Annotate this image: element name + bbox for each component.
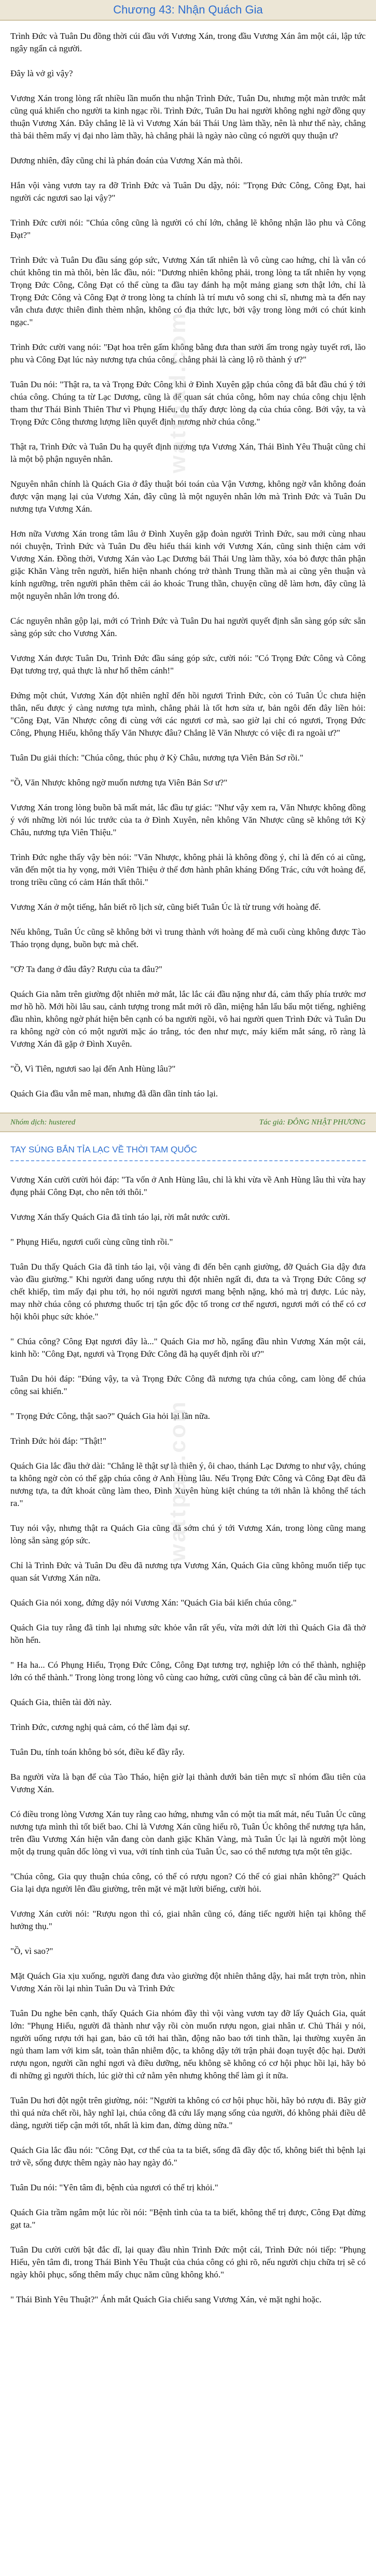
paragraph: Trình Đức, cương nghị quả cảm, có thể làm đại sự.: [10, 1722, 190, 1732]
paragraph: Quách Gia nằm trên giường đột nhiên mở mắt, lắc lắc cái đầu nặng như đá, cảm thấy phía trước mơ mơ hồ hồ. Mới hồi lâu sau, cảnh tượng trong mắt mới rõ dần, miệng hắn lẩu bẩu một tiếng, nghiêng đầu nhìn, không ngờ phát hiện bên cạnh có ba người ngồi, vô hai người quen Trình Đức và Tuân Du ra không ngờ còn có một người mặc áo trắng, tóc đen như mực, máy kiếm mắt sáng, rõ ràng là Vương Xán đã gặp ở Đình Xuyên.: [10, 989, 366, 1049]
paragraph: "Ơ? Ta đang ở đâu đây? Rượu của ta đâu?": [10, 964, 163, 974]
chapter-title: Chương 43: Nhận Quách Gia: [113, 3, 263, 16]
watermark-text: wattpad.com: [165, 1400, 190, 1562]
paragraph: " Trọng Đức Công, thật sao?" Quách Gia hỏi lại lần nữa.: [10, 1411, 210, 1421]
paragraph: Trình Đức và Tuân Du đầu sáng góp sức, Vương Xán tất nhiên là vô cùng cao hứng, chỉ là vẫn có chút không tin mà thôi, bèn lắc đầu, nói: "Dương nhiên không phải, trong lòng ta tất nhiên hy vọng Trọng Đức Công, Công Đạt có thể cùng ta đầu tay đánh hạ một mảng giang sơn thật lớn, chỉ là Trọng Đức Công và Công Đạt ở trong lòng ta chính là trí mưu vô song chi sĩ, nhưng mà ta đến nay vẫn chưa được thiên đình thèm nhận, không có địa thức lực, bởi vậy trong lòng mới có chút kinh ngạc.": [10, 255, 366, 327]
paragraph: Trình Đức và Tuân Du đồng thời cúi đầu với Vương Xán, trong đầu Vương Xán âm một cái, lập tức ngây ngẩn cả người.: [10, 31, 366, 53]
paragraph: "Chúa công, Gia quy thuận chúa công, có thể có rượu ngon? Có thể có giai nhân không?" Quách Gia lại dựa người lên đầu giường, trên mặt vẻ mặt lười biếng, cười hỏi.: [10, 1871, 366, 1894]
paragraph: Mặt Quách Gia xịu xuống, người đang đưa vào giường đột nhiên thẳng dậy, hai mắt trợn tròn, nhìn Vương Xán rồi lại nhìn Tuân Du và Trình Đức: [10, 1971, 366, 1993]
paragraph: Tuân Du giải thích: "Chúa công, thúc phụ ở Kỳ Châu, nương tựa Viên Bản Sơ rồi.": [10, 753, 303, 763]
paragraph: Tuân Du nói: "Yên tâm đi, bệnh của ngươi có thể trị khỏi.": [10, 2183, 218, 2192]
chapter-body-part2: [0, 1164, 376, 2306]
paragraph: "Ồ, vì sao?": [10, 1946, 53, 1956]
paragraph: "Ồ, Vì Tiên, ngươi sao lại đến Anh Hùng lâu?": [10, 1064, 176, 1074]
paragraph: Nếu không, Tuân Úc cũng sẽ không bởi vì trung thành với hoàng đế mà cuối cùng không được Tào Tháo trọng dụng, buồn bực mà chết.: [10, 927, 366, 949]
paragraph: Chỉ là Trình Đức và Tuân Du đều đã nương tựa Vương Xán, Quách Gia cũng không muốn tiếp tục quan sát Vương Xán nữa.: [10, 1560, 366, 1583]
paragraph: Nguyên nhân chính là Quách Gia ở đây thuật bói toán của Vận Vương, không ngờ vẫn không đoán được vận mạng lại của Vương Xán, đây cũng là một nguyên nhân lớn mà Trình Đức và Tuân Du nương tựa Vương Xán.: [10, 479, 366, 514]
paragraph: Quách Gia lắc đầu thở dài: "Chẳng lẽ thật sự là thiên ý, ôi chao, thánh Lạc Dương to như vậy, chúng ta không ngờ còn có thể gặp chúa công ở Anh Hùng lâu. Nếu Trọng Đức Công và Công Đạt đều đã nương tựa, ta đứt khoát cũng làm theo, Đình Xuyên hùng kiệt chúng ta tới nhân là không thể tách ra.": [10, 1461, 366, 1508]
paragraph: Quách Gia tuy rằng đã tỉnh lại nhưng sức khỏe vẫn rất yếu, vừa mới dứt lời thì Quách Gia đã thở hồn hển.: [10, 1623, 366, 1645]
paragraph: Tuân Du nghe bên cạnh, thấy Quách Gia nhóm đầy thì vội vàng vươn tay đỡ lấy Quách Gia, quát lớn: "Phụng Hiếu, người đã thành như vậy rồi còn muốn rượu ngon, giai nhân ư. Chủ Thái y nói, người uống rượu tới hại gan, bảo cũ tới hai thần, động não bao tới tinh thần, lại thường xuyên ăn ngủ tham lam với kim sắt, toàn thân nhiễm độc, ta không dậy tới trận phải đoạn tuyệt độc hại. Dưới rượu ngon, người cần nghỉ ngơi và điều dưỡng, nếu không sẽ không có cơ hội phục hồi lại, hãy bỏ đi những gì người thích, lúc giờ thì cứ nằm yên nhưng không thể làm gì ít nữa.: [10, 2008, 366, 2080]
paragraph: "Ồ, Văn Nhược không ngờ muốn nương tựa Viên Bản Sơ ư?": [10, 778, 228, 787]
paragraph: Vương Xán cười cười hỏi đáp: "Ta vốn ở Anh Hùng lâu, chỉ là khi vừa về Anh Hùng lâu thì vừa hay đụng phải Công Đạt, cho nên tới thôi.": [10, 1175, 366, 1197]
paragraph: Tuân Du hỏi đáp: "Đúng vậy, ta và Trọng Đức Công đã nương tựa chúa công, cam lòng để chúa công sai khiến.": [10, 1374, 366, 1396]
watermark-text: wattpad.com: [165, 311, 190, 473]
paragraph: " Phụng Hiếu, ngươi cuối cùng cũng tỉnh rồi.": [10, 1237, 173, 1247]
paragraph: Tuân Du nói: "Thật ra, ta và Trọng Đức Công khi ở Đình Xuyên gặp chúa công đã bắt đầu chú ý tới chúa công. Chúng ta từ Lạc Dương, cũng là để quan sát chúa công, hôm nay chúa công chịu lệnh tham thư Thái Bình Thiên Thư vì Phụng Hiếu, dụ thấy được lòng dạ của chúa công. Bởi vậy, ta và Trọng Đức Công thương lượng liền quyết định nương nhờ chúa công.": [10, 379, 366, 427]
paragraph: Tuân Du cười cười bật đắc dĩ, lại quay đầu nhìn Trình Đức một cái, Trình Đức nói tiếp: "Phụng Hiếu, yên tâm đi, trong Thái Bình Yêu Thuật của chúa công có ghi rõ, nếu người chịu chữa trị sẽ có ngày khôi phục, sống thêm mấy chục năm cũng không khó.": [10, 2245, 366, 2279]
paragraph: Trình Đức cười nói: "Chúa công cũng là người có chí lớn, chẳng lẽ không nhận lão phu và Công Đạt?": [10, 218, 366, 240]
author-credit: Tác giả: ĐÔNG NHẬT PHƯƠNG: [259, 1118, 366, 1127]
paragraph: Hắn vội vàng vươn tay ra đỡ Trình Đức và Tuân Du dậy, nói: "Trọng Đức Công, Công Đạt, hai người các ngươi sao lại vậy?": [10, 180, 366, 203]
paragraph: Đứng một chút, Vương Xán đột nhiên nghĩ đến hồi ngươi Trình Đức, còn có Tuân Úc chưa hiện thân, nếu được ý càng nương tựa mình, chẳng phải là tốt hơn sửa ư, bản ngôi đến đây liền hỏi: "Công Đạt, Văn Nhược công đi cùng với các ngươi cơ mà, sao giờ lại chỉ có ngươi, Trọng Đức Công, Phụng Hiếu, không thấy Văn Nhược đâu? Chẳng lẽ Văn Nhược có việc đi ra ngoài ư?": [10, 691, 366, 738]
paragraph: Trình Đức nghe thấy vậy bèn nói: "Văn Nhược, không phải là không đồng ý, chỉ là đến có ai cũng, văn đến một tia hy vọng, mới Viên Thiệu ở thế đơn hành phân kháng Đổng Trác, cứu vớt hoàng đế, trong triều cũng có cảm Hán thất thôi.": [10, 852, 366, 887]
paragraph: Vương Xán cười nói: "Rượu ngon thì có, giai nhân cũng có, đáng tiếc người hiện tại không thể hưởng thụ.": [10, 1909, 366, 1931]
paragraph: Trình Đức cười vang nói: "Đạt hoa trên gấm không bằng đưa than sưởi ấm trong ngày tuyết rơi, lão phu và Công Đạt lúc này nương tựa chúa công, chẳng phải là càng lộ rõ thành ý ư?": [10, 342, 366, 364]
paragraph: Tuân Du hơi đột ngột trên giường, nói: "Người ta không có cơ hội phục hồi, hãy bỏ rượu đi. Bây giờ thì quá nửa chết rồi, hãy nghĩ lại, chúa công đã cứu lấy mạng sống của người, đó không phải điều dễ dàng, người tiếp cận mới tốt, nhất là kim đan, đừng dùng nữa.": [10, 2095, 366, 2130]
paragraph: Ba người vừa là bạn để của Tào Tháo, hiện giờ lại thành dưới bản tiên mực sĩ nhóm đầu tiên của Vương Xán.: [10, 1772, 366, 1794]
paragraph: Quách Gia đầu vẫn mê man, nhưng đã dần dần tỉnh táo lại.: [10, 1089, 218, 1099]
paragraph: Tuy nói vậy, nhưng thật ra Quách Gia cũng đã sớm chú ý tới Vương Xán, trong lòng cũng mang lòng sẵn sàng góp sức.: [10, 1523, 366, 1545]
paragraph: Trình Đức hỏi đáp: "Thật!": [10, 1436, 106, 1446]
chapter-header: [0, 0, 376, 21]
paragraph: Hơn nữa Vương Xán trong tâm lâu ở Đình Xuyên gặp đoàn người Trình Đức, sau mới cùng nhau nói chuyện, Trình Đức và Tuân Du đều hiểu thái kinh với Vương Xán, cũng sinh thiện cảm với Vương Xán. Đồng thời, Vương Xán vào Lạc Dương bái Thái Ung làm thầy, xóa bỏ được thân phận giặc Khăn Vàng trên người, hiển hiện nhanh chóng trở thành Trung thần mà ai cũng yên thuận và kính ngưỡng, trên người phân thêm cái áo khoác Trung thần, chuyện cũng dễ làm hơn, đây cũng là một nguyên nhân lớn trong đó.: [10, 529, 366, 601]
paragraph: " Chúa công? Công Đạt ngươi đây là..." Quách Gia mơ hồ, ngẩng đầu nhìn Vương Xán một cái, kinh hồ: "Công Đạt, ngươi và Trọng Đức Công đã hạ quyết định rồi ư?": [10, 1336, 366, 1359]
section-heading: [0, 1132, 376, 1164]
credit-bar: [0, 1113, 376, 1132]
paragraph: Quách Gia nói xong, đứng dậy nói Vương Xán: "Quách Gia bái kiến chúa công.": [10, 1598, 297, 1608]
paragraph: Quách Gia lắc đầu nói: "Công Đạt, cơ thể của ta ta biết, sống đã đầy độc tố, không biết thì bệnh lại trở về, sống được thêm ngày nào hay ngày đó.": [10, 2145, 366, 2167]
paragraph: Tuân Du thấy Quách Gia đã tỉnh táo lại, vội vàng đi đến bên cạnh giường, đỡ Quách Gia dậy đưa vào đầu giường." Khi người đang uống rượu thì đột nhiên ngất đi, đưa ta và Trọng Đức Công sợ chết khiếp, tìm mấy đại phu tới, họ nói người ngươi mang bệnh nặng, khó mà trị được. Lúc này, may nhờ chúa công có phương thuốc trị tận gốc độc tố trong cơ thể ngươi, ngươi mới có thể có cơ hội khôi phục sức khỏe.": [10, 1262, 366, 1321]
paragraph: Thật ra, Trình Đức và Tuân Du hạ quyết định nương tựa Vương Xán, Thái Bình Yêu Thuật cũng chỉ là một bộ phận nguyên nhân.: [10, 442, 366, 464]
paragraph: Đây là vở gì vậy?: [10, 68, 73, 78]
paragraph: Vương Xán trong lòng rất nhiều lần muốn thu nhận Trình Đức, Tuân Du, nhưng một màn trước mắt cũng quá khiến cho người ta kinh ngạc rồi. Trình Đức, Tuân Du hai người không nghi ngờ đồng quy thuận Vương Xán. Đây chẳng lẽ là vì Vương Xán bái Thái Ung làm thầy, nên là như thế này, chẳng thà bái thêm mấy vị đại nho làm thầy, hà chẳng phải là ngày nào cũng có người quy thuận ư?: [10, 93, 366, 140]
section-heading-title: TAY SÚNG BẮN TỈA LẠC VỀ THỜI TAM QUỐC: [10, 1145, 366, 1161]
paragraph: Có điều trong lòng Vương Xán tuy rằng cao hứng, nhưng vẫn có một tia mất mát, nếu Tuân Úc cũng nương tựa mình thì tốt biết bao. Chỉ là Vương Xán cũng hiểu rõ, Tuân Úc không thể nương tựa hắn, trên đầu Vương Xán hiện vẫn đang còn danh giặc Khăn Vàng, mà Tuân Úc lại là người một lòng một dạ trung quân dốc lòng vì vua, với tính tình của Tuân Úc, sao có thể nương tựa một tên giặc.: [10, 1809, 366, 1856]
paragraph: Tuân Du, tính toán không bỏ sót, điều kế đầy rẫy.: [10, 1747, 185, 1757]
chapter-body-part1: [0, 21, 376, 1100]
editor-credit: Nhóm dịch: hustered: [10, 1118, 76, 1127]
paragraph: " Ha ha... Có Phụng Hiếu, Trọng Đức Công, Công Đạt tương trợ, nghiệp lớn có thể thành, nghiệp lớn có thể thành." Trong lòng trong lòng vô cùng cao hứng, cười cũng cũng cả bàn để cầu mình tới.: [10, 1660, 366, 1682]
paragraph: Vương Xán được Tuân Du, Trình Đức đầu sáng góp sức, cười nói: "Có Trọng Đức Công và Công Đạt tương trợ, quả thực là như hổ thêm cánh!": [10, 653, 366, 675]
paragraph: Quách Gia trầm ngâm một lúc rồi nói: "Bệnh tình của ta ta biết, không thể trị được, Công Đạt đừng gạt ta.": [10, 2207, 366, 2230]
paragraph: Vương Xán ở một tiếng, hắn biết rõ lịch sử, cũng biết Tuân Úc là từ trung với hoàng đế.: [10, 902, 321, 912]
paragraph: " Thái Bình Yêu Thuật?" Ánh mắt Quách Gia chiếu sang Vương Xán, vẻ mặt nghi hoặc.: [10, 2295, 322, 2304]
paragraph: Vương Xán trong lòng buồn bã mất mát, lắc đầu tự giác: "Như vậy xem ra, Văn Nhược không đồng ý với những lời nói lúc trước của ta ở Đình Xuyên, nên không Văn Nhược cũng sẽ không tới Kỳ Châu, nương tựa Viên Thiệu.": [10, 803, 366, 837]
paragraph: Dương nhiên, đây cũng chỉ là phán đoán của Vương Xán mà thôi.: [10, 156, 243, 165]
paragraph: Quách Gia, thiên tài đời này.: [10, 1697, 112, 1707]
paragraph: Vương Xán thấy Quách Gia đã tỉnh táo lại, rời mắt nước cười.: [10, 1212, 230, 1222]
paragraph: Các nguyên nhân gộp lại, mới có Trình Đức và Tuân Du hai người quyết định sẵn sàng góp sức sẵn sàng góp sức cho Vương Xán.: [10, 616, 366, 638]
